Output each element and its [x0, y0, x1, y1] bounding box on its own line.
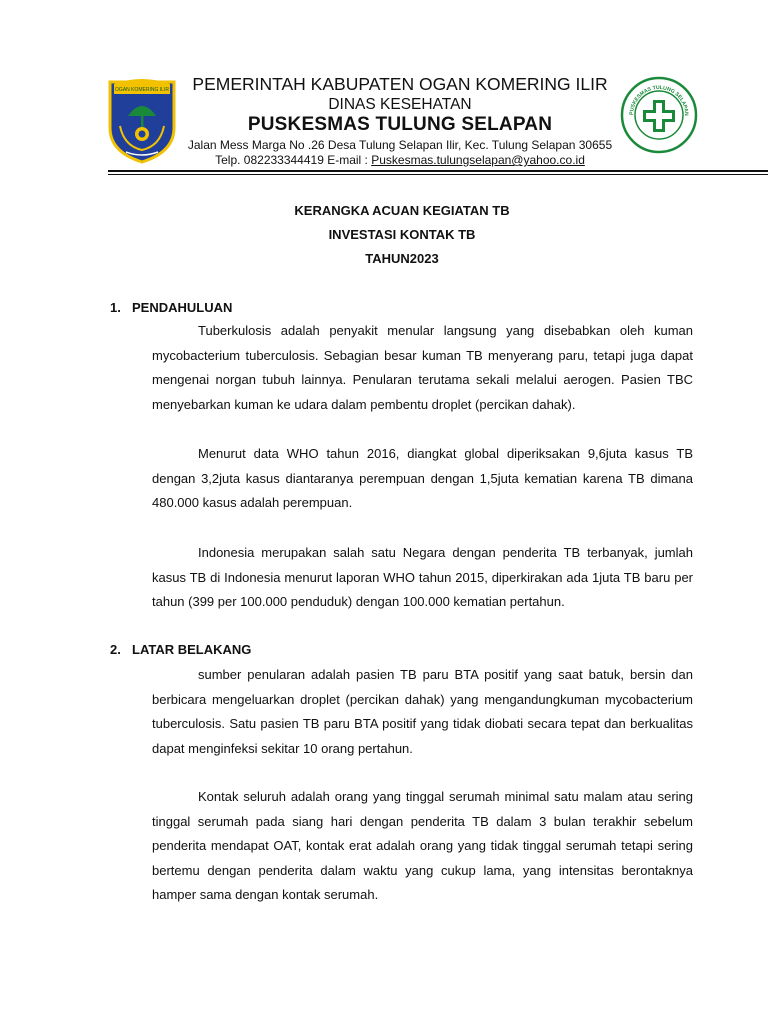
- phone-text: Telp. 082233344419 E-mail :: [215, 153, 372, 167]
- section-heading-pendahuluan: [110, 300, 232, 315]
- doc-title-line-2: INVESTASI KONTAK TB: [328, 227, 476, 242]
- letterhead-contact: [160, 153, 640, 167]
- section-heading-latar-belakang: [110, 642, 251, 657]
- letterhead-department: DINAS KESEHATAN: [328, 96, 472, 113]
- letterhead-rule-thick: [108, 170, 768, 172]
- paragraph: Kontak seluruh adalah orang yang tinggal serumah minimal satu malam atau sering tinggal serumah pada siang hari dengan penderita TB dalam 3 bulan terakhir sebelum penderita mendapat OAT, kontak erat adalah orang yang tidak tinggal serumah tetapi sering bertemu dengan penderita dalam waktu yang cukup lama, yang intensitas berontaknya hamper sama dengan kontak serumah.: [152, 789, 693, 902]
- email-link[interactable]: Puskesmas.tulungselapan@yahoo.co.id: [371, 153, 585, 167]
- letterhead-rule-thin: [108, 174, 768, 175]
- paragraph: sumber penularan adalah pasien TB paru BTA positif yang saat batuk, bersin dan berbicara mengeluarkan droplet (percikan dahak) yang mengandungkuman mycobacterium tuberculosis. Satu pasien TB paru BTA positif yang tidak diobati secara tepat dan berkualitas dapat menginfeksi sekitar 10 orang pertahun.: [152, 667, 693, 756]
- section-title: PENDAHULUAN: [132, 300, 233, 315]
- letterhead-puskesmas: PUSKESMAS TULUNG SELAPAN: [247, 114, 553, 135]
- puskesmas-seal-logo: [620, 76, 698, 154]
- doc-title-line-3: TAHUN2023: [365, 251, 439, 266]
- left-logo-text: OGAN KOMERING ILIR: [115, 87, 169, 93]
- paragraph: Indonesia merupakan salah satu Negara dengan penderita TB terbanyak, jumlah kasus TB di Indonesia menurut laporan WHO tahun 2015, diperkirakan ada 1juta TB baru per tahun (399 per 100.000 penduduk) dengan 100.000 kematian pertahun.: [152, 545, 693, 609]
- right-logo-text: PUSKESMAS TULUNG SELAPAN: [628, 84, 690, 116]
- paragraph: Tuberkulosis adalah penyakit menular langsung yang disebabkan oleh kuman mycobacterium tuberculosis. Sebagian besar kuman TB menyerang paru, tetapi juga dapat mengenai norgan tubuh lainnya. Penularan terutama sekali melalui aerogen. Pasien TBC menyebarkan kuman ke udara dalam pembentu droplet (percikan dahak).: [152, 323, 693, 412]
- section-title: LATAR BELAKANG: [132, 642, 252, 657]
- doc-title-line-1: KERANGKA ACUAN KEGIATAN TB: [294, 203, 510, 218]
- paragraph: Menurut data WHO tahun 2016, diangkat global diperiksakan 9,6juta kasus TB dengan 3,2juta kasus diantaranya perempuan dengan 1,5juta kematian karena TB dimana 480.000 kasus adalah perempuan.: [152, 446, 693, 510]
- section-number: 1.: [110, 300, 121, 315]
- letterhead-address: Jalan Mess Marga No .26 Desa Tulung Selapan Ilir, Kec. Tulung Selapan 30655: [187, 138, 613, 152]
- letterhead-government: PEMERINTAH KABUPATEN OGAN KOMERING ILIR: [192, 74, 608, 94]
- section-number: 2.: [110, 642, 121, 657]
